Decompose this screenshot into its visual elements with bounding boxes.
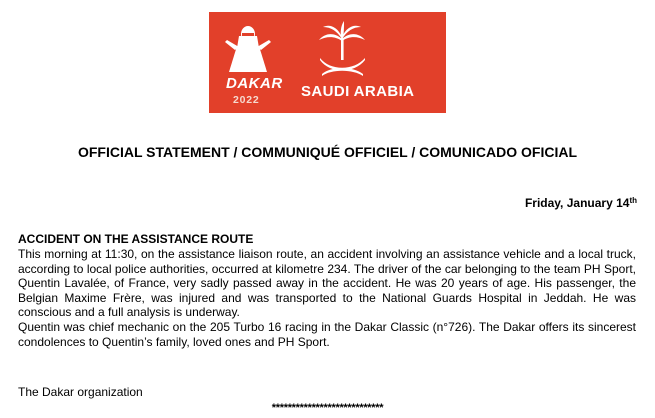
section-heading: ACCIDENT ON THE ASSISTANCE ROUTE (18, 232, 254, 246)
date-ordinal-suffix: th (629, 196, 637, 205)
statement-date (525, 196, 637, 210)
body-paragraph: This morning at 11:30, on the assistance liaison route, an accident involving an assistance vehicle and a local truck, according to local police authorities, occurred at kilometre 234. The driver of the car belonging to the team PH Sport, Quentin Lavalée, of France, very sadly passed away in the accident. He was 20 years of age. His passenger, the Belgian Maxime Frère, was injured and was transported to the National Guards Hospital in Jeddah. He was conscious and a full analysis is underway. (18, 247, 636, 320)
date-text: Friday, January 14 (524, 196, 630, 210)
signature: The Dakar organization (18, 385, 143, 399)
header-banner (209, 12, 446, 113)
body-paragraph: Quentin was chief mechanic on the 205 Turbo 16 racing in the Dakar Classic (n°726). The Dakar offers its sincerest condolences to Quentin’s family, loved ones and PH Sport. (18, 319, 636, 349)
dakar-wordmark: DAKAR (226, 75, 283, 92)
statement-title: OFFICIAL STATEMENT / COMMUNIQUÉ OFFICIEL / COMUNICADO OFICIAL (77, 144, 578, 160)
separator-line: **************************** (271, 402, 384, 414)
edition-year: 2022 (233, 94, 260, 106)
statement-body (18, 247, 636, 349)
country-wordmark: SAUDI ARABIA (301, 83, 415, 100)
